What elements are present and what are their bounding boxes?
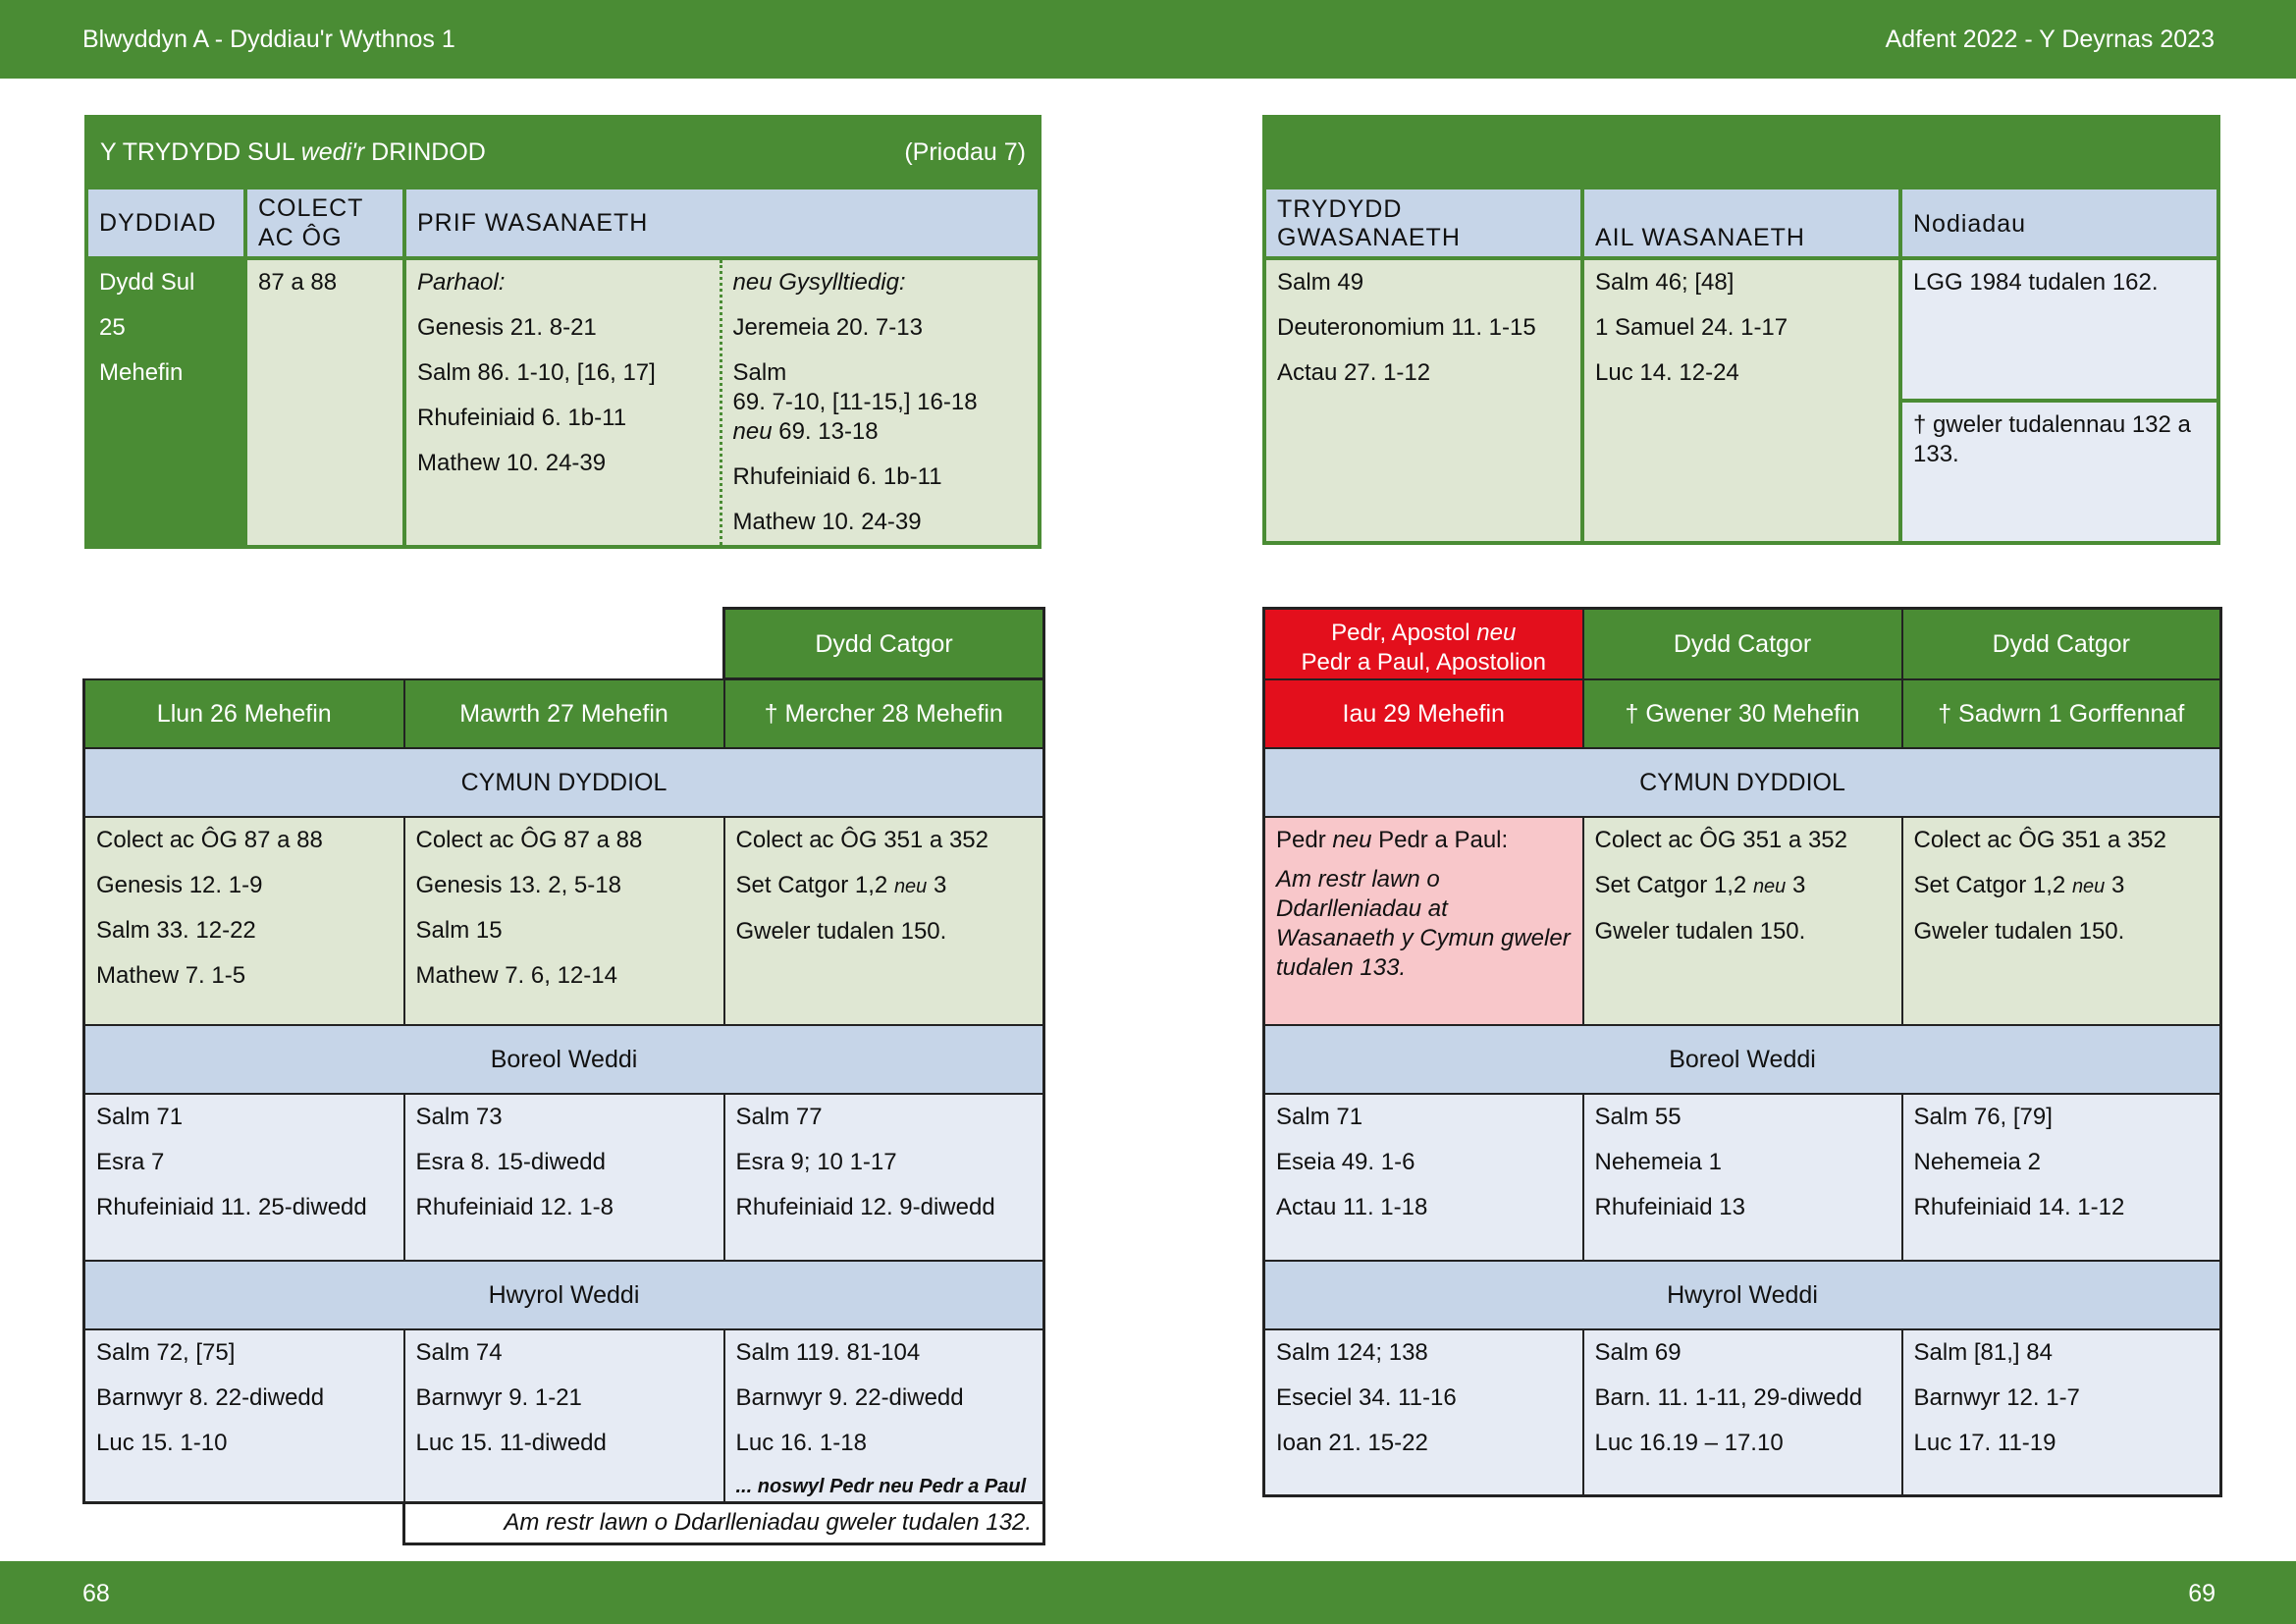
- second-service-readings: [1582, 258, 1900, 543]
- evening-cell: [84, 1329, 404, 1503]
- neu-text: neu: [1752, 875, 1787, 897]
- morning-cell: [724, 1094, 1044, 1261]
- feast-note: Am restr lawn o Ddarlleniadau at Wasanaeth y Cymun gweler tudalen 133.: [1276, 865, 1571, 981]
- morning-cell: [1264, 1094, 1583, 1261]
- morning-cell: [84, 1094, 404, 1261]
- header-right-text: Adfent 2022 - Y Deyrnas 2023: [1885, 26, 2215, 53]
- reading-part: 3: [2105, 871, 2125, 898]
- reading: Salm 55: [1594, 1103, 1682, 1130]
- day-header: † Mercher 28 Mehefin: [724, 679, 1044, 748]
- reading: Salm 72, [75]: [96, 1338, 236, 1366]
- reading-part: Set Catgor 1,2: [735, 871, 894, 898]
- reading: Rhufeiniaid 6. 1b-11: [732, 463, 942, 490]
- reading-part: 3: [1786, 871, 1806, 898]
- header-collect: COLECT AC ÔG: [245, 188, 404, 258]
- reading: Luc 17. 11-19: [1913, 1429, 2056, 1456]
- reading: Rhufeiniaid 14. 1-12: [1913, 1193, 2125, 1220]
- reading: 69. 7-10, [11-15,] 16-18: [732, 389, 978, 415]
- day-header: Iau 29 Mehefin: [1264, 679, 1583, 748]
- reading: Salm [81,] 84: [1913, 1338, 2053, 1366]
- evening-cell: [404, 1329, 724, 1503]
- header-second-service: AIL WASANAETH: [1582, 188, 1900, 258]
- reading: Rhufeiniaid 13: [1594, 1193, 1745, 1220]
- reading-part: Set Catgor 1,2: [1913, 871, 2072, 898]
- reading: Nehemeia 2: [1913, 1148, 2041, 1175]
- day-header: Llun 26 Mehefin: [84, 679, 404, 748]
- related-readings: [721, 258, 1040, 547]
- reading: Salm 124; 138: [1276, 1338, 1428, 1366]
- eve-note: ... noswyl Pedr neu Pedr a Paul: [735, 1475, 1027, 1497]
- reading: Esra 7: [96, 1148, 165, 1175]
- date-line: 25: [99, 314, 126, 341]
- reading: Salm: [732, 359, 787, 386]
- reading: Colect ac ÔG 351 a 352: [1913, 826, 2166, 853]
- section-morning: Boreol Weddi: [84, 1025, 1044, 1094]
- weekday-table-right: [1262, 607, 2222, 1497]
- reading: Mathew 7. 1-5: [96, 961, 246, 989]
- morning-cell: [1902, 1094, 2221, 1261]
- reading: Salm 73: [415, 1103, 503, 1130]
- header-notes: Nodiadau: [1900, 188, 2218, 258]
- reading-part: Set Catgor 1,2: [1594, 871, 1753, 898]
- reading: Luc 16. 1-18: [735, 1429, 867, 1456]
- reading: Deuteronomium 11. 1-15: [1277, 314, 1536, 341]
- neu-text: neu: [1332, 826, 1372, 853]
- note: LGG 1984 tudalen 162.: [1913, 269, 2159, 296]
- reading: Salm 69: [1594, 1338, 1682, 1366]
- reading: Colect ac ÔG 87 a 88: [415, 826, 643, 853]
- section-evening: Hwyrol Weddi: [84, 1261, 1044, 1329]
- reading: Colect ac ÔG 351 a 352: [735, 826, 988, 853]
- sunday-collect: [245, 258, 404, 547]
- full-list-note: Am restr lawn o Ddarlleniadau gweler tudalen 132.: [404, 1502, 1044, 1543]
- reading: Rhufeiniaid 6. 1b-11: [417, 405, 627, 431]
- catgor-label: Dydd Catgor: [1902, 609, 2221, 679]
- reading: Rhufeiniaid 12. 9-diwedd: [735, 1193, 995, 1220]
- sunday-principal-table: [84, 115, 1041, 549]
- reading: Genesis 21. 8-21: [417, 314, 597, 341]
- page-footer-band: [0, 1561, 2296, 1624]
- reading: Esra 8. 15-diwedd: [415, 1148, 606, 1175]
- reading-part: 3: [927, 871, 947, 898]
- cymun-cell: [1902, 817, 2221, 1025]
- reading: Actau 11. 1-18: [1276, 1193, 1428, 1220]
- date-line: Mehefin: [99, 359, 184, 386]
- cymun-cell: [84, 817, 404, 1025]
- reading: Salm 71: [96, 1103, 184, 1130]
- reading: Gweler tudalen 150.: [1913, 917, 2125, 945]
- morning-cell: [404, 1094, 724, 1261]
- reading: Salm 74: [415, 1338, 503, 1366]
- reading: Salm 119. 81-104: [735, 1338, 921, 1366]
- reading: Jeremeia 20. 7-13: [732, 314, 923, 341]
- reading: Gweler tudalen 150.: [1594, 917, 1806, 945]
- reading: Salm 33. 12-22: [96, 916, 256, 944]
- reading: Salm 49: [1277, 269, 1364, 296]
- page-number-left: 68: [82, 1580, 110, 1607]
- collect-value: 87 a 88: [258, 269, 338, 296]
- reading: Eseia 49. 1-6: [1276, 1148, 1415, 1175]
- section-cymun: CYMUN DYDDIOL: [1264, 748, 2221, 817]
- reading: Salm 76, [79]: [1913, 1103, 2053, 1130]
- header-left-text: Blwyddyn A - Dyddiau'r Wythnos 1: [82, 26, 455, 53]
- reading: Actau 27. 1-12: [1277, 359, 1431, 386]
- reading: [1276, 818, 1572, 863]
- section-evening: Hwyrol Weddi: [1264, 1261, 2221, 1329]
- reading: Barn. 11. 1-11, 29-diwedd: [1594, 1383, 1863, 1411]
- neu-text: neu: [2071, 875, 2106, 897]
- header-date: DYDDIAD: [86, 188, 245, 258]
- cymun-cell: [724, 817, 1044, 1025]
- feast-text: Pedr, Apostol: [1331, 619, 1477, 646]
- evening-cell: [1583, 1329, 1902, 1496]
- reading: Luc 16.19 – 17.10: [1594, 1429, 1784, 1456]
- evening-cell: [1902, 1329, 2221, 1496]
- sunday-title: [86, 117, 1040, 188]
- title-part: Y TRYDYDD SUL: [100, 138, 301, 166]
- date-line: Dydd Sul: [99, 269, 195, 296]
- day-header: Mawrth 27 Mehefin: [404, 679, 724, 748]
- third-service-readings: [1264, 258, 1582, 543]
- weekday-table-left: [82, 607, 1045, 1545]
- related-label: neu Gysylltiedig:: [732, 269, 906, 296]
- proper-number: (Priodau 7): [904, 138, 1026, 166]
- reading: Rhufeiniaid 11. 25-diwedd: [96, 1193, 367, 1220]
- sunday-other-services-table: [1262, 115, 2220, 545]
- reading: Mathew 10. 24-39: [417, 450, 607, 476]
- neu-text: neu: [893, 875, 928, 897]
- reading: Luc 14. 12-24: [1595, 359, 1739, 386]
- note-cell: [1900, 401, 2218, 543]
- reading: Mathew 10. 24-39: [732, 509, 922, 535]
- continuous-readings: [404, 258, 721, 547]
- reading: Rhufeiniaid 12. 1-8: [415, 1193, 614, 1220]
- reading: Barnwyr 9. 22-diwedd: [735, 1383, 964, 1411]
- section-morning: Boreol Weddi: [1264, 1025, 2221, 1094]
- day-header: † Sadwrn 1 Gorffennaf: [1902, 679, 2221, 748]
- reading: 69. 13-18: [772, 418, 879, 445]
- reading: Barnwyr 9. 1-21: [415, 1383, 582, 1411]
- cymun-cell: [404, 817, 724, 1025]
- reading: Esra 9; 10 1-17: [735, 1148, 897, 1175]
- catgor-label: Dydd Catgor: [1583, 609, 1902, 679]
- day-header: † Gwener 30 Mehefin: [1583, 679, 1902, 748]
- feast-cymun-cell: [1264, 817, 1583, 1025]
- reading: Salm 15: [415, 916, 503, 944]
- morning-cell: [1583, 1094, 1902, 1261]
- header-main-service: PRIF WASANAETH: [404, 188, 1040, 258]
- evening-cell: [1264, 1329, 1583, 1496]
- reading-part: Pedr: [1276, 826, 1333, 853]
- title-part: DRINDOD: [364, 138, 486, 166]
- reading: [1595, 863, 1891, 909]
- reading: Salm 71: [1276, 1103, 1363, 1130]
- reading: Luc 15. 11-diwedd: [415, 1429, 607, 1456]
- page-header-band: [0, 0, 2296, 79]
- reading: [1914, 863, 2210, 909]
- evening-cell: [724, 1329, 1044, 1503]
- reading: Salm 77: [735, 1103, 823, 1130]
- reading: Barnwyr 8. 22-diwedd: [96, 1383, 325, 1411]
- reading: Ioan 21. 15-22: [1276, 1429, 1428, 1456]
- reading: Colect ac ÔG 351 a 352: [1594, 826, 1847, 853]
- reading: Eseciel 34. 11-16: [1276, 1383, 1457, 1411]
- reading: Mathew 7. 6, 12-14: [415, 961, 617, 989]
- reading: Salm 86. 1-10, [16, 17]: [417, 359, 656, 386]
- catgor-label: Dydd Catgor: [724, 609, 1044, 679]
- spacer: [84, 609, 724, 679]
- feast-title: [1264, 609, 1583, 679]
- sunday-date: [86, 258, 245, 547]
- continuous-label: Parhaol:: [417, 269, 506, 296]
- section-cymun: CYMUN DYDDIOL: [84, 748, 1044, 817]
- page-number-right: 69: [2188, 1580, 2216, 1607]
- reading: Luc 15. 1-10: [96, 1429, 228, 1456]
- header-third-service: TRYDYDD GWASANAETH: [1264, 188, 1582, 258]
- reading: Genesis 13. 2, 5-18: [415, 871, 621, 898]
- reading: Salm 46; [48]: [1595, 269, 1735, 296]
- spacer: [84, 1502, 404, 1543]
- cymun-cell: [1583, 817, 1902, 1025]
- green-title-bar: [1264, 117, 2218, 188]
- note-cell: [1900, 258, 2218, 401]
- reading: Colect ac ÔG 87 a 88: [96, 826, 323, 853]
- reading: Nehemeia 1: [1594, 1148, 1722, 1175]
- neu-text: neu: [1476, 619, 1517, 646]
- reading: Barnwyr 12. 1-7: [1913, 1383, 2080, 1411]
- psalm-reading: [733, 351, 1028, 455]
- reading: [736, 863, 1033, 909]
- feast-text: Pedr a Paul, Apostolion: [1301, 648, 1546, 676]
- reading-part: Pedr a Paul:: [1371, 826, 1509, 853]
- reading: Gweler tudalen 150.: [735, 917, 947, 945]
- reading: 1 Samuel 24. 1-17: [1595, 314, 1789, 341]
- title-italic: wedi'r: [300, 138, 365, 166]
- reading: Genesis 12. 1-9: [96, 871, 263, 898]
- neu-text: neu: [732, 418, 773, 445]
- note: † gweler tudalennau 132 a 133.: [1913, 411, 2191, 467]
